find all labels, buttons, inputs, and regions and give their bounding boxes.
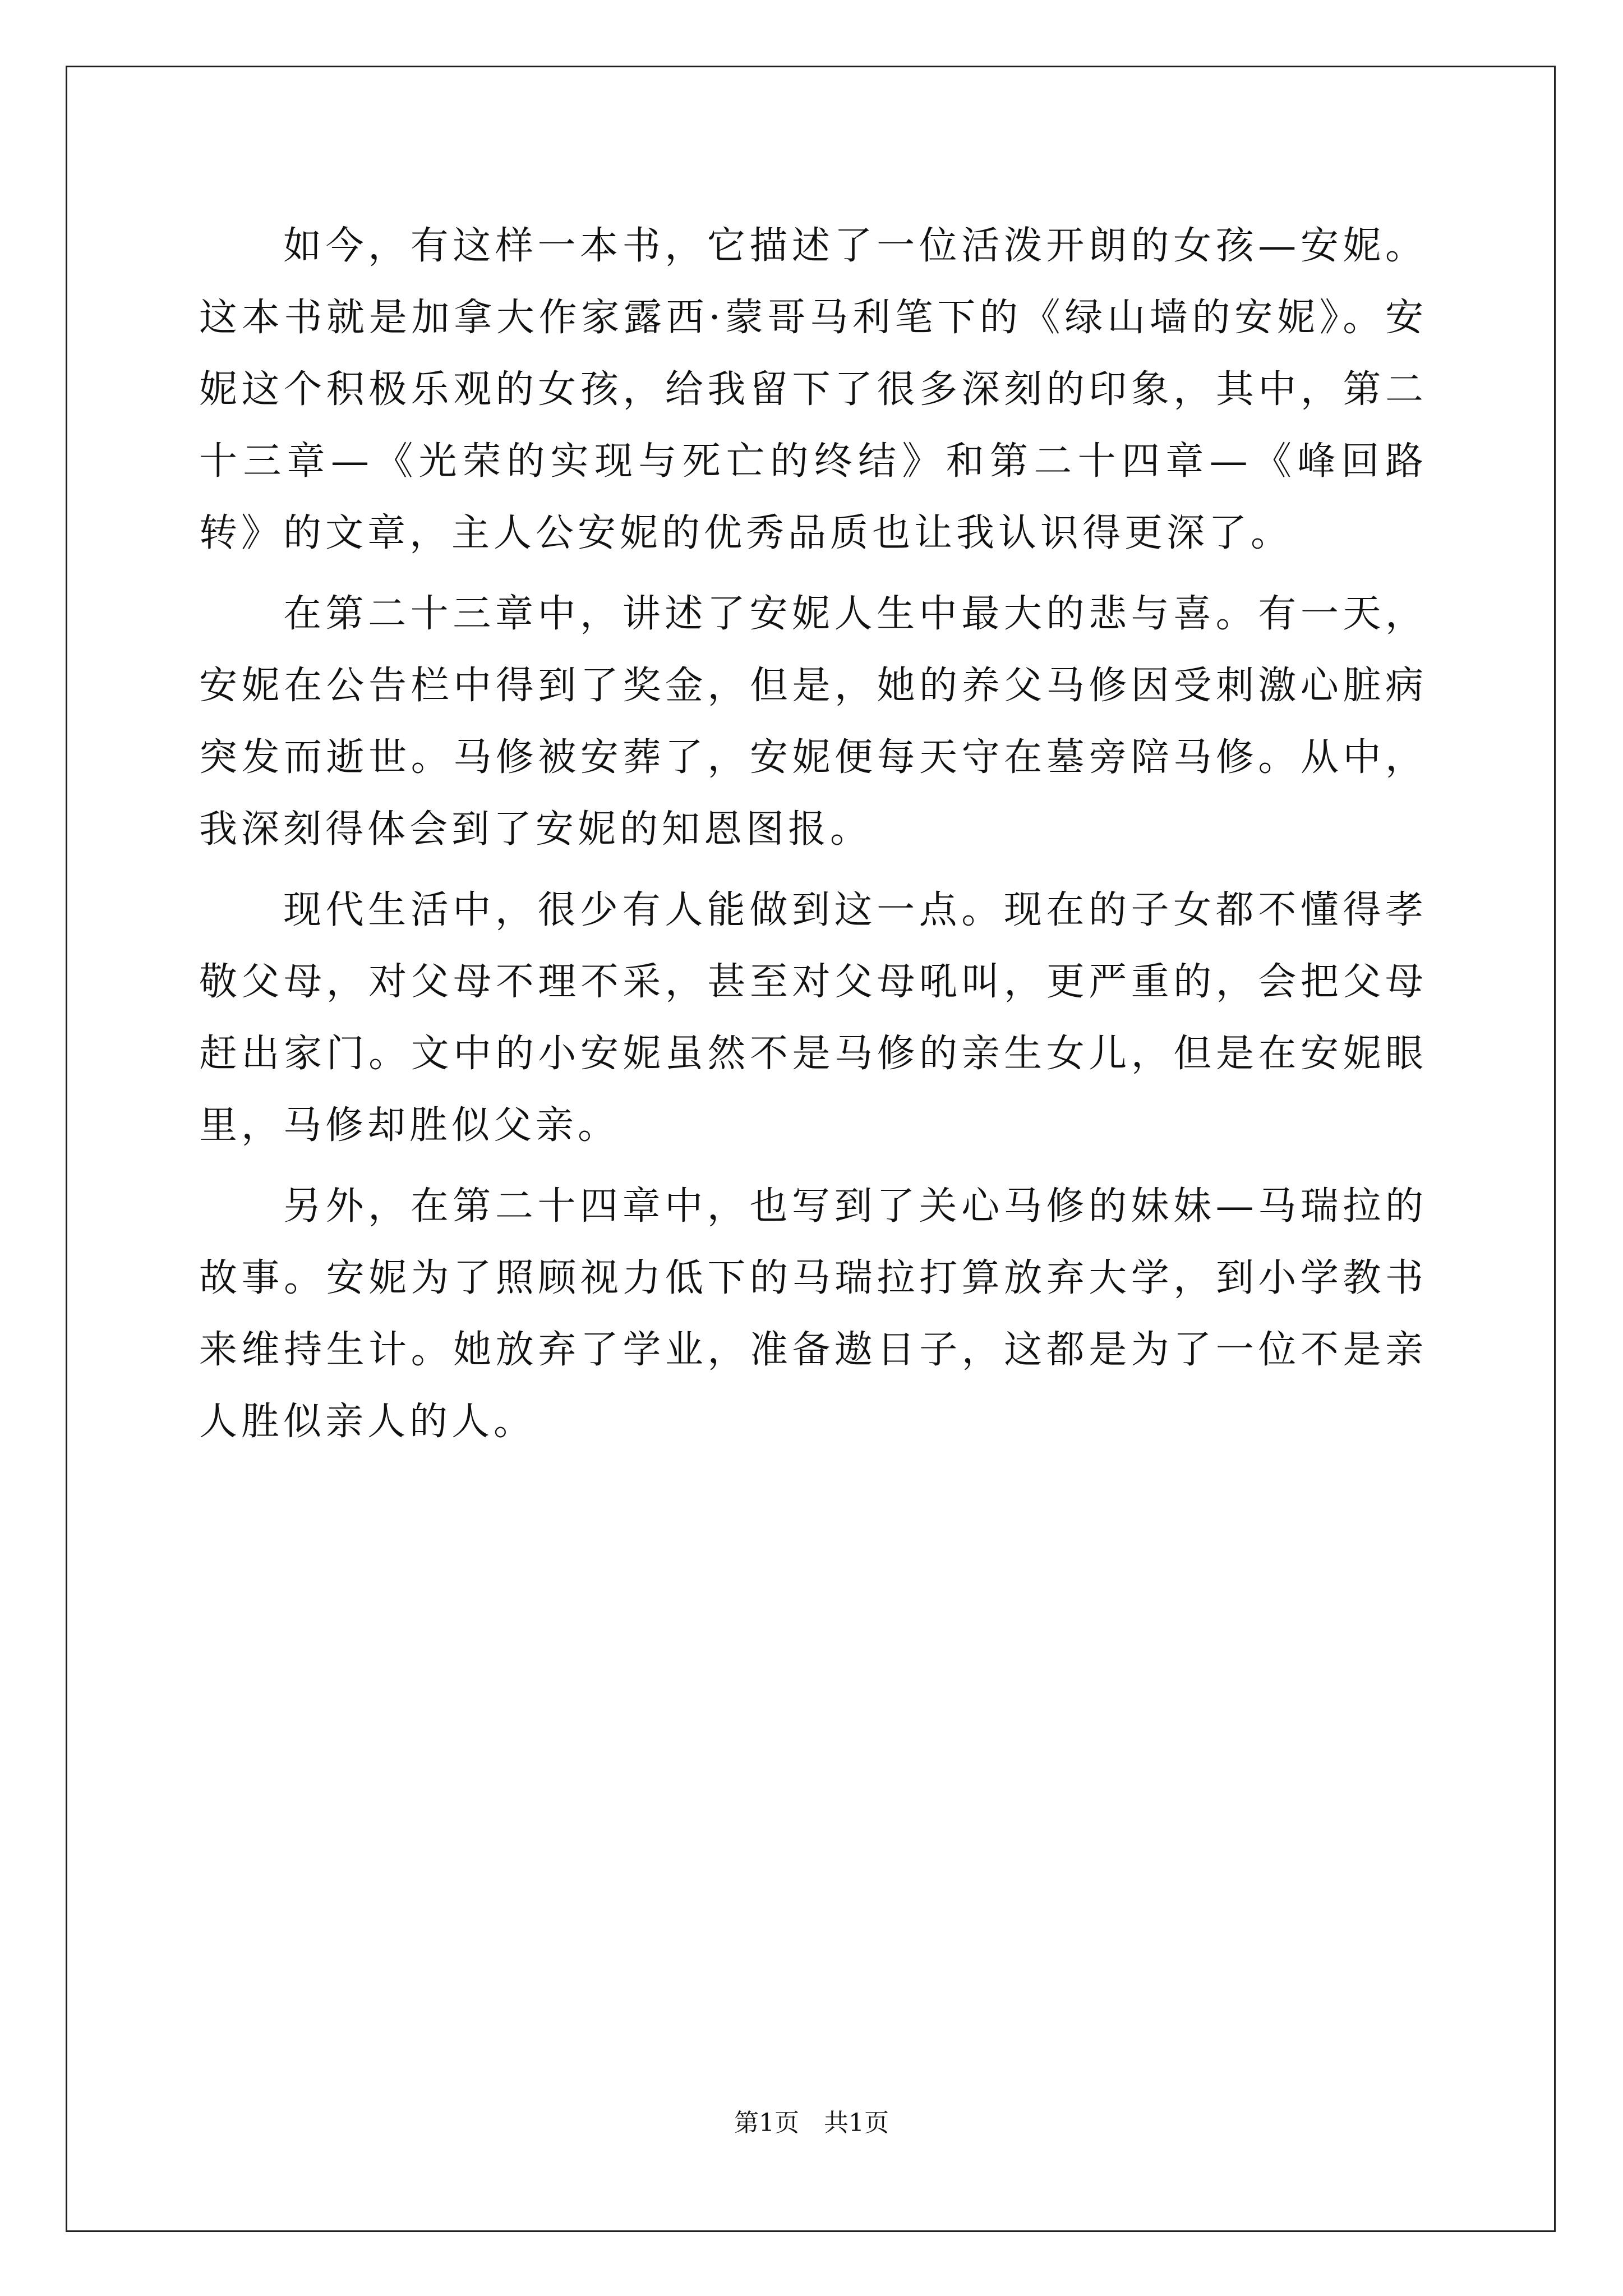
page-footer: 第1页 共1页 xyxy=(734,2109,889,2137)
paragraph-3: 现代生活中，很少有人能做到这一点。现在的子女都不懂得孝敬父母，对父母不理不采，甚至对父母吼叫，更严重的，会把父母赶出家门。文中的小安妮虽然不是马修的亲生女儿，但是在安妮眼里，马修却胜似父亲。 xyxy=(199,888,1427,1148)
paragraph-4: 另外，在第二十四章中，也写到了关心马修的妹妹—马瑞拉的故事。安妮为了照顾视力低下的马瑞拉打算放弃大学，到小学教书来维持生计。她放弃了学业，准备遨日子，这都是为了一位不是亲人胜似亲人的人。 xyxy=(199,1184,1427,1444)
paragraph-2: 在第二十三章中，讲述了安妮人生中最大的悲与喜。有一天，安妮在公告栏中得到了奖金，但是，她的养父马修因受刺激心脏病突发而逝世。马修被安葬了，安妮便每天守在墓旁陪马修。从中，我深刻得体会到了安妮的知恩图报。 xyxy=(199,592,1427,852)
paragraph-1: 如今，有这样一本书，它描述了一位活泼开朗的女孩—安妮。这本书就是加拿大作家露西·蒙哥马利笔下的《绿山墙的安妮》。安妮这个积极乐观的女孩，给我留下了很多深刻的印象，其中，第二十三章—《光荣的实现与死亡的终结》和第二十四章—《峰回路转》的文章，主人公安妮的优秀品质也让我认识得更深了。 xyxy=(199,224,1427,555)
document-body xyxy=(199,210,1427,1458)
